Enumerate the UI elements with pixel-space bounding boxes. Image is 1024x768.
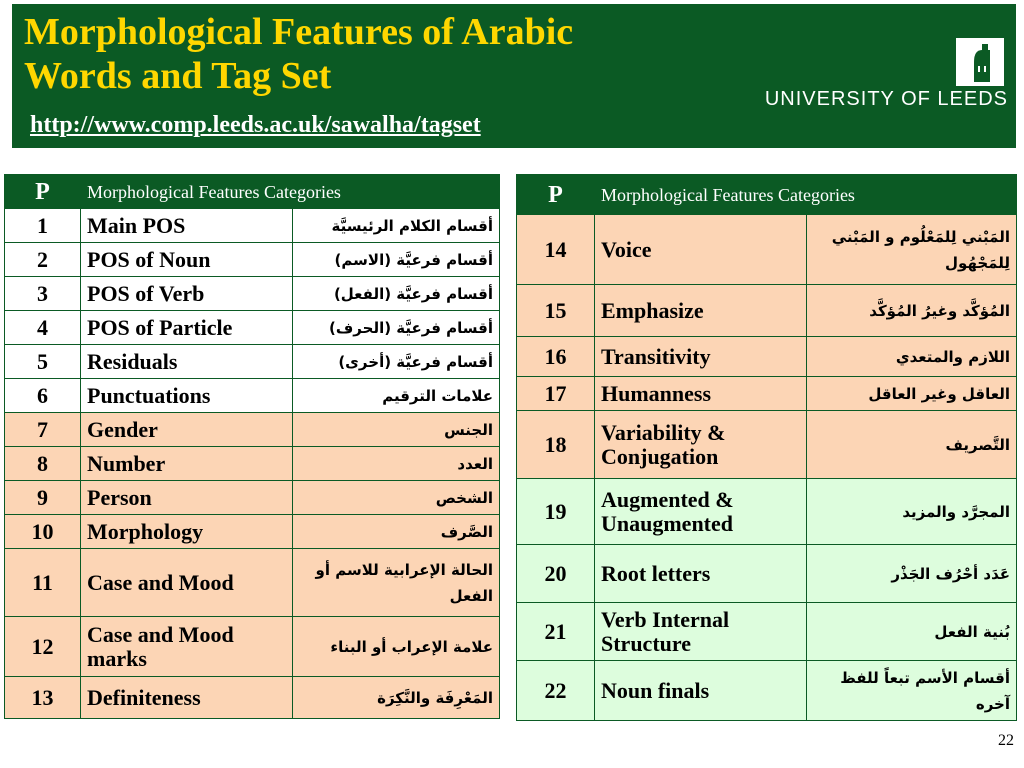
- row-en: Root letters: [595, 545, 807, 603]
- table-row: [5, 209, 500, 243]
- row-ar: المَبْني لِلمَعْلُوم و المَبْني لِلمَجْهُول: [807, 215, 1017, 285]
- row-ar: التَّصريف: [807, 411, 1017, 479]
- row-ar: أقسام فرعيَّة (الحرف): [293, 311, 500, 345]
- row-ar: أقسام الأسم تبعاً للفظ آخره: [807, 661, 1017, 721]
- header-categories: Morphological Features Categories: [595, 175, 1017, 215]
- table-row: [517, 479, 1017, 545]
- row-ar: العاقل وغير العاقل: [807, 377, 1017, 411]
- row-p: 8: [5, 447, 81, 481]
- row-ar: أقسام فرعيَّة (الفعل): [293, 277, 500, 311]
- university-name: UNIVERSITY OF LEEDS: [764, 88, 1008, 110]
- row-p: 19: [517, 479, 595, 545]
- table-row: [5, 481, 500, 515]
- row-ar: المجرَّد والمزيد: [807, 479, 1017, 545]
- table-row: [5, 617, 500, 677]
- title-line-2: Words and Tag Set: [24, 55, 332, 97]
- row-p: 11: [5, 549, 81, 617]
- row-ar: اللازم والمتعدي: [807, 337, 1017, 377]
- row-ar: المَعْرِفَة والنَّكِرَة: [293, 677, 500, 719]
- row-p: 5: [5, 345, 81, 379]
- row-en: Humanness: [595, 377, 807, 411]
- row-p: 17: [517, 377, 595, 411]
- table-row: [5, 677, 500, 719]
- table-row: [5, 549, 500, 617]
- university-logo-icon: [956, 38, 1004, 86]
- row-en: Transitivity: [595, 337, 807, 377]
- header-categories: Morphological Features Categories: [81, 175, 500, 209]
- row-p: 16: [517, 337, 595, 377]
- row-en: Main POS: [81, 209, 293, 243]
- row-en: Person: [81, 481, 293, 515]
- row-en: Gender: [81, 413, 293, 447]
- row-en: POS of Verb: [81, 277, 293, 311]
- row-en: Definiteness: [81, 677, 293, 719]
- row-p: 12: [5, 617, 81, 677]
- row-p: 4: [5, 311, 81, 345]
- table-row: [5, 311, 500, 345]
- table-row: [517, 215, 1017, 285]
- row-p: 22: [517, 661, 595, 721]
- row-p: 15: [517, 285, 595, 337]
- title-line-1: Morphological Features of Arabic: [24, 11, 574, 53]
- row-en: Case and Mood: [81, 549, 293, 617]
- table-row: [5, 413, 500, 447]
- table-row: [517, 545, 1017, 603]
- table-row: [517, 377, 1017, 411]
- table-row: [5, 277, 500, 311]
- row-en: Variability & Conjugation: [595, 411, 807, 479]
- table-row: [5, 379, 500, 413]
- row-p: 2: [5, 243, 81, 277]
- row-p: 21: [517, 603, 595, 661]
- page-number: 22: [998, 732, 1014, 749]
- header-p: P: [5, 175, 81, 209]
- row-ar: علامة الإعراب أو البناء: [293, 617, 500, 677]
- table-row: [517, 603, 1017, 661]
- table-row: [517, 661, 1017, 721]
- row-ar: الحالة الإعرابية للاسم أو الفعل: [293, 549, 500, 617]
- slide-header: [12, 4, 1016, 148]
- table-row: [5, 345, 500, 379]
- tagset-url-link[interactable]: http://www.comp.leeds.ac.uk/sawalha/tagset: [30, 112, 481, 138]
- row-p: 3: [5, 277, 81, 311]
- row-ar: الجنس: [293, 413, 500, 447]
- row-p: 9: [5, 481, 81, 515]
- table-header-row: [5, 175, 500, 209]
- table-row: [517, 285, 1017, 337]
- row-en: POS of Particle: [81, 311, 293, 345]
- row-en: Residuals: [81, 345, 293, 379]
- row-p: 1: [5, 209, 81, 243]
- row-ar: أقسام فرعيَّة (أخرى): [293, 345, 500, 379]
- row-en: Noun finals: [595, 661, 807, 721]
- row-p: 14: [517, 215, 595, 285]
- row-p: 20: [517, 545, 595, 603]
- row-ar: أقسام الكلام الرئيسيَّة: [293, 209, 500, 243]
- row-en: Emphasize: [595, 285, 807, 337]
- table-header-row: [517, 175, 1017, 215]
- row-ar: الشخص: [293, 481, 500, 515]
- row-ar: المُؤكَّد وغيرُ المُؤكَّد: [807, 285, 1017, 337]
- row-en: Augmented & Unaugmented: [595, 479, 807, 545]
- row-en: Case and Mood marks: [81, 617, 293, 677]
- row-ar: بُنية الفعل: [807, 603, 1017, 661]
- row-ar: علامات الترقيم: [293, 379, 500, 413]
- row-p: 7: [5, 413, 81, 447]
- row-p: 18: [517, 411, 595, 479]
- header-p: P: [517, 175, 595, 215]
- table-row: [517, 411, 1017, 479]
- row-ar: أقسام فرعيَّة (الاسم): [293, 243, 500, 277]
- row-p: 6: [5, 379, 81, 413]
- slide-title: [24, 10, 573, 98]
- row-en: Punctuations: [81, 379, 293, 413]
- row-ar: العدد: [293, 447, 500, 481]
- row-ar: الصَّرف: [293, 515, 500, 549]
- row-en: Morphology: [81, 515, 293, 549]
- row-ar: عَدَد أحْرُف الجَذْر: [807, 545, 1017, 603]
- row-en: Voice: [595, 215, 807, 285]
- table-row: [5, 243, 500, 277]
- row-en: POS of Noun: [81, 243, 293, 277]
- table-row: [5, 447, 500, 481]
- table-row: [517, 337, 1017, 377]
- left-features-table: [4, 174, 500, 719]
- row-en: Number: [81, 447, 293, 481]
- table-row: [5, 515, 500, 549]
- row-p: 13: [5, 677, 81, 719]
- right-features-table: [516, 174, 1017, 721]
- row-en: Verb Internal Structure: [595, 603, 807, 661]
- row-p: 10: [5, 515, 81, 549]
